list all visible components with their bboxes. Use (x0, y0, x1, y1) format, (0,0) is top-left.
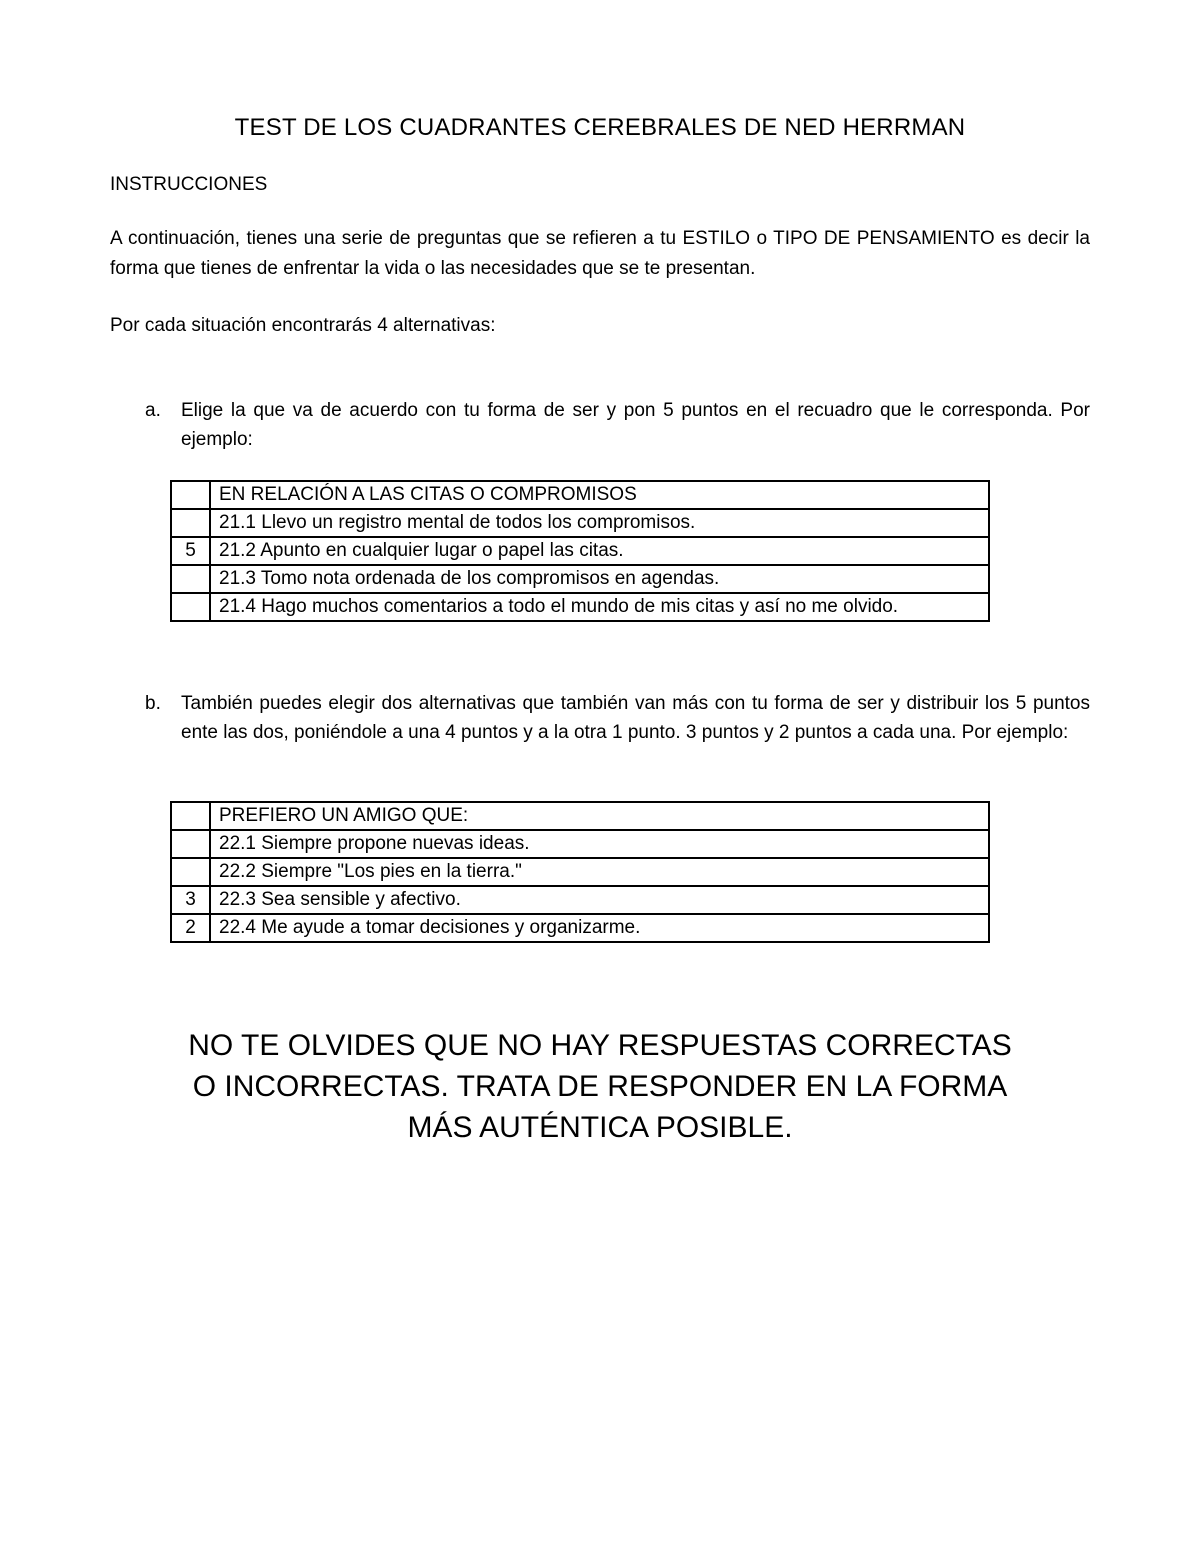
option-cell: 21.3 Tomo nota ordenada de los compromisos en agendas. (210, 565, 989, 593)
example-table-amigo (170, 801, 990, 943)
list-item-text: Elige la que va de acuerdo con tu forma de ser y pon 5 puntos en el recuadro que le corresponda. Por ejemplo: (181, 400, 1090, 450)
option-cell: 22.2 Siempre "Los pies en la tierra." (210, 858, 989, 886)
table-row (171, 802, 989, 830)
option-cell: 22.3 Sea sensible y afectivo. (210, 886, 989, 914)
option-cell: 21.4 Hago muchos comentarios a todo el mundo de mis citas y así no me olvido. (210, 593, 989, 621)
list-item-text: También puedes elegir dos alternativas que también van más con tu forma de ser y distribuir los 5 puntos ente las dos, poniéndole a una 4 puntos y a la otra 1 punto. 3 puntos y 2 puntos a cada una. Por ejemplo: (181, 693, 1090, 743)
score-cell (171, 593, 210, 621)
table-row (171, 593, 989, 621)
option-cell: 21.2 Apunto en cualquier lugar o papel las citas. (210, 537, 989, 565)
score-cell: 3 (171, 886, 210, 914)
score-cell (171, 802, 210, 830)
table-row (171, 537, 989, 565)
score-cell (171, 481, 210, 509)
option-cell: 22.4 Me ayude a tomar decisiones y organizarme. (210, 914, 989, 942)
example-table-citas (170, 480, 990, 622)
score-cell: 2 (171, 914, 210, 942)
table-header-cell: EN RELACIÓN A LAS CITAS O COMPROMISOS (210, 481, 989, 509)
list-marker: b. (145, 693, 161, 714)
score-cell: 5 (171, 537, 210, 565)
instructions-heading: INSTRUCCIONES (110, 174, 268, 195)
instructions-paragraph: A continuación, tienes una serie de preguntas que se refieren a tu ESTILO o TIPO DE PENSAMIENTO es decir la forma que tienes de enfrentar la vida o las necesidades que se te presentan. (110, 228, 1090, 279)
table-header-cell: PREFIERO UN AMIGO QUE: (210, 802, 989, 830)
alternatives-paragraph: Por cada situación encontrarás 4 alternativas: (110, 315, 496, 336)
table-row (171, 481, 989, 509)
table-row (171, 914, 989, 942)
score-cell (171, 509, 210, 537)
score-cell (171, 830, 210, 858)
list-marker: a. (145, 400, 161, 421)
table-row (171, 858, 989, 886)
list-item-a (145, 396, 1090, 454)
score-cell (171, 858, 210, 886)
table-row (171, 565, 989, 593)
option-cell: 22.1 Siempre propone nuevas ideas. (210, 830, 989, 858)
closing-note: NO TE OLVIDES QUE NO HAY RESPUESTAS CORRECTAS O INCORRECTAS. TRATA DE RESPONDER EN LA FORMA MÁS AUTÉNTICA POSIBLE. (188, 1029, 1012, 1144)
option-cell: 21.1 Llevo un registro mental de todos los compromisos. (210, 509, 989, 537)
document-title: TEST DE LOS CUADRANTES CEREBRALES DE NED HERRMAN (234, 114, 966, 141)
list-item-b (145, 689, 1090, 747)
table-row (171, 830, 989, 858)
score-cell (171, 565, 210, 593)
table-row (171, 886, 989, 914)
table-row (171, 509, 989, 537)
